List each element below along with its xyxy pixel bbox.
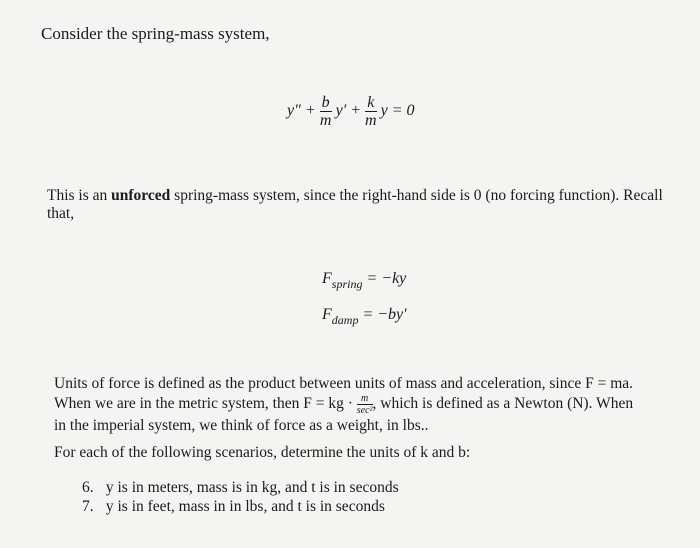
scenario-list xyxy=(82,478,399,516)
eq-tail: y = 0 xyxy=(380,102,415,120)
eq-mid: y′ + xyxy=(335,102,362,120)
para-part1: This is an xyxy=(47,187,112,204)
units-line2 xyxy=(54,393,684,416)
list-item-text: y is in feet, mass in in lbs, and t is in seconds xyxy=(105,498,385,515)
units-line2-a: When we are in the metric system, then F = kg · xyxy=(54,395,353,413)
spring-force-lhs: F xyxy=(322,270,332,287)
damp-force-lhs: F xyxy=(322,306,332,323)
eq-fraction-b-over-m xyxy=(320,94,332,129)
para-part2: spring-mass system, since the right-hand side is 0 (no forcing function). Recall that, xyxy=(47,187,663,222)
units-frac-den: sec² xyxy=(356,405,373,416)
unforced-paragraph xyxy=(47,187,677,223)
eq-frac2-num: k xyxy=(365,94,377,112)
units-frac-num: m xyxy=(357,393,373,405)
force-equations xyxy=(322,270,407,342)
para-bold: unforced xyxy=(111,187,171,204)
spring-force-line xyxy=(322,270,407,306)
scenario-prompt: For each of the following scenarios, determine the units of k and b: xyxy=(54,444,471,461)
units-paragraph xyxy=(54,374,684,435)
units-fraction-m-over-sec2 xyxy=(357,393,373,416)
spring-mass-equation xyxy=(287,94,467,142)
spring-force-sub: spring xyxy=(331,277,363,291)
damp-force-sub: damp xyxy=(331,313,359,327)
list-item-number: 6. xyxy=(82,479,94,496)
list-item xyxy=(82,478,399,497)
eq-fraction-k-over-m xyxy=(365,94,377,129)
eq-frac1-den: m xyxy=(319,112,332,129)
units-line3: in the imperial system, we think of force as a weight, in lbs.. xyxy=(54,417,429,434)
spring-force-rhs: = −ky xyxy=(362,270,407,287)
damp-force-line xyxy=(322,306,407,342)
units-line1: Units of force is defined as the product between units of mass and acceleration, since F = ma. xyxy=(54,375,634,392)
list-item xyxy=(82,497,399,516)
eq-frac1-num: b xyxy=(321,94,330,111)
eq-lead: y" + xyxy=(287,102,316,120)
list-item-text: y is in meters, mass is in kg, and t is in seconds xyxy=(105,479,399,496)
list-item-number: 7. xyxy=(82,498,94,515)
eq-frac2-den: m xyxy=(365,112,377,129)
intro-text: Consider the spring-mass system, xyxy=(41,24,270,43)
damp-force-rhs: = −by′ xyxy=(358,306,407,323)
units-line2-b: , which is defined as a Newton (N). When xyxy=(372,395,634,413)
